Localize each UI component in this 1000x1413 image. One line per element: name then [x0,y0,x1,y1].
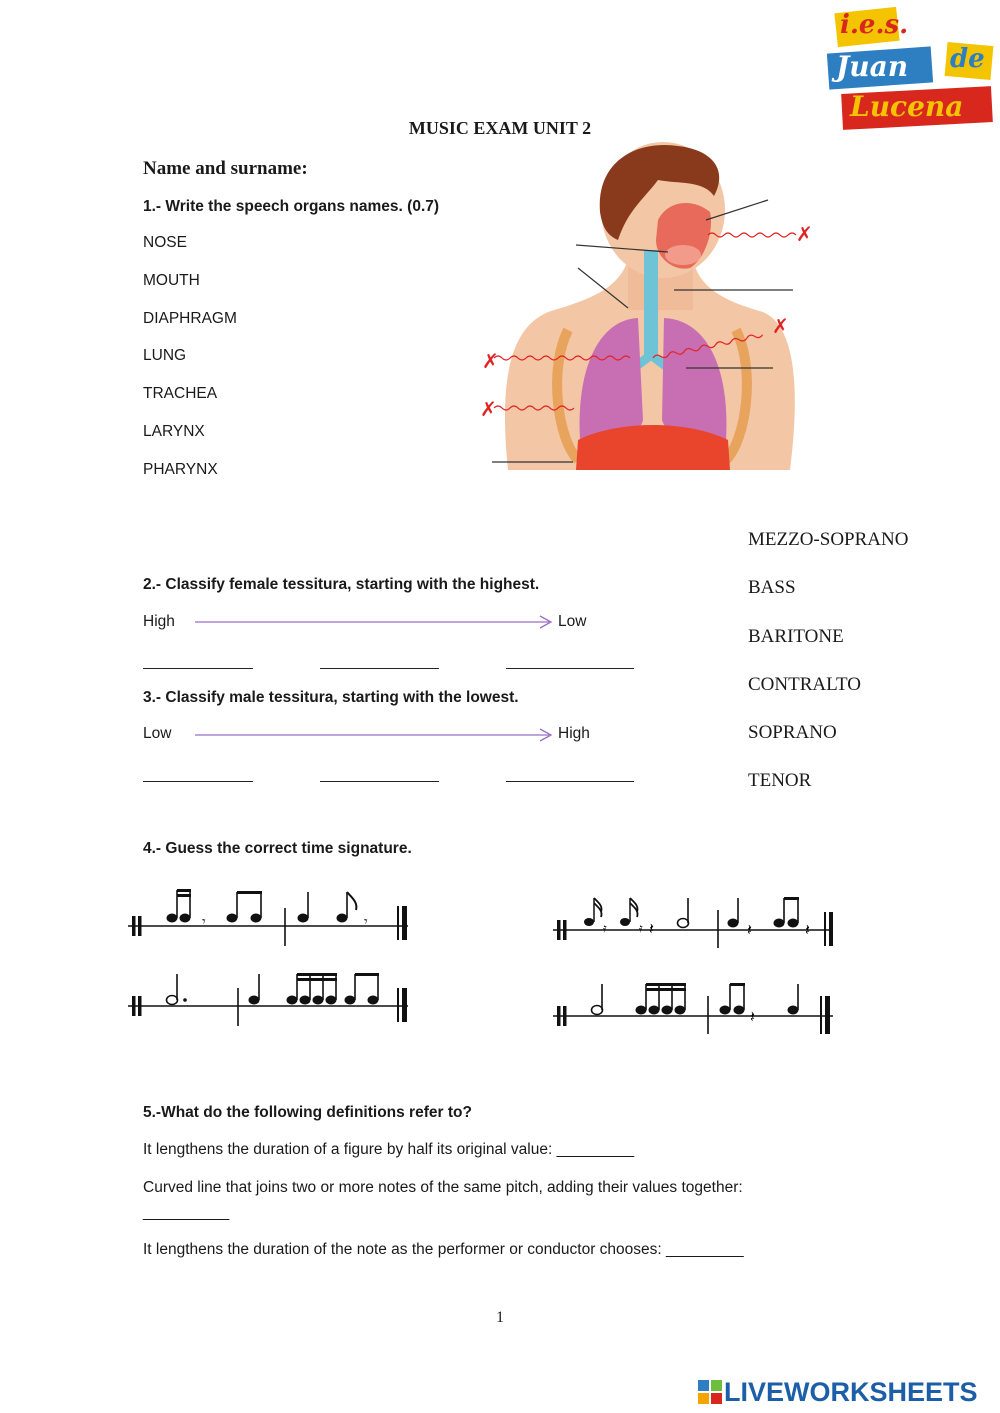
wrong-mark-icon: ✗ [772,314,789,338]
organ-diaphragm: DIAPHRAGM [143,310,237,327]
q2-from-label: High [143,613,175,630]
svg-text:𝄽: 𝄽 [750,1007,755,1026]
svg-text:𝄿: 𝄿 [603,921,607,935]
rhythm-exercise-1 [128,884,418,948]
voice-option[interactable]: BASS [748,577,796,598]
voice-option[interactable]: CONTRALTO [748,674,861,695]
wrong-mark-icon: ✗ [480,397,497,421]
svg-text:𝄿: 𝄿 [639,921,643,935]
voice-option[interactable]: SOPRANO [748,722,837,743]
voice-option[interactable]: TENOR [748,770,812,791]
svg-text:𝄽: 𝄽 [805,920,810,939]
svg-text:𝄾: 𝄾 [202,914,206,930]
watermark-suffix: WORKSHEETS [784,1376,978,1407]
school-logo [826,6,996,130]
q3-answer-3[interactable] [506,781,634,782]
tongue [665,245,701,265]
organ-nose: NOSE [143,234,187,251]
q2-answer-2[interactable] [320,668,439,669]
q3-from-label: Low [143,725,172,742]
q2-answer-3[interactable] [506,668,634,669]
exam-title: MUSIC EXAM UNIT 2 [408,118,592,138]
logo-line3: Lucena [850,90,964,123]
page-number: 1 [496,1309,504,1326]
wrong-mark-icon: ✗ [482,349,499,373]
q3-answer-1[interactable] [143,781,253,782]
question-5-prompt: 5.-What do the following definitions refer to? [143,1104,472,1121]
q2-to-label: Low [558,613,587,630]
wrong-mark-icon: ✗ [796,222,813,246]
logo-line2a: Juan [836,50,909,83]
definition-3[interactable]: It lengthens the duration of the note as the performer or conductor chooses: _________ [143,1241,744,1258]
organ-pharynx: PHARYNX [143,461,218,478]
q3-to-label: High [558,725,590,742]
svg-text:𝄽: 𝄽 [747,920,752,939]
organ-mouth: MOUTH [143,272,200,289]
logo-line2b: de [950,44,985,74]
trachea [644,250,658,360]
liveworksheets-logo-icon [698,1380,722,1404]
q2-answer-1[interactable] [143,668,253,669]
question-4-prompt: 4.- Guess the correct time signature. [143,840,412,857]
q2-arrow [195,615,555,629]
organ-larynx: LARYNX [143,423,205,440]
question-2-prompt: 2.- Classify female tessitura, starting with the highest. [143,576,540,593]
svg-text:𝄾: 𝄾 [364,914,368,930]
svg-text:𝄽: 𝄽 [649,919,654,938]
q3-answer-2[interactable] [320,781,439,782]
definition-2-blank[interactable]: __________ [143,1204,230,1221]
rhythm-exercise-4 [553,976,843,1040]
question-3-prompt: 3.- Classify male tessitura, starting with the lowest. [143,689,519,706]
liveworksheets-watermark[interactable] [698,1376,978,1408]
definition-1[interactable]: It lengthens the duration of a figure by half its original value: _________ [143,1141,635,1158]
voice-option[interactable]: BARITONE [748,626,844,647]
rhythm-exercise-2 [128,966,418,1030]
rhythm-exercise-3 [553,890,843,954]
voice-option[interactable]: MEZZO-SOPRANO [748,529,909,550]
definition-2: Curved line that joins two or more notes of the same pitch, adding their values together: [143,1179,743,1196]
question-1-prompt: 1.- Write the speech organs names. (0.7) [143,198,440,215]
organ-trachea: TRACHEA [143,385,218,402]
organ-lung: LUNG [143,347,187,364]
q3-arrow [195,728,555,742]
logo-line1: i.e.s. [840,10,909,40]
name-label: Name and surname: [143,158,308,179]
watermark-prefix: LIVE [724,1376,785,1407]
respiratory-system-illustration [478,140,818,480]
